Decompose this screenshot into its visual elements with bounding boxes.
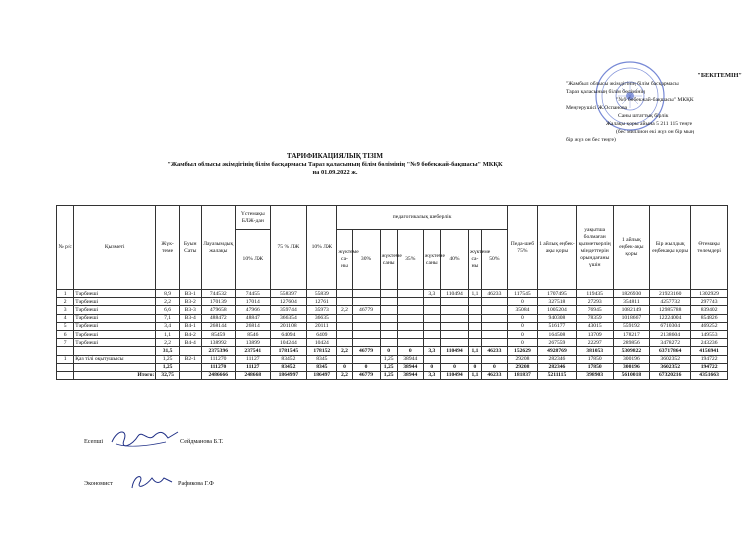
table-cell [468, 322, 481, 330]
table-cell: 8345 [307, 363, 337, 371]
table-cell: 0 [352, 363, 380, 371]
col-compensation: Өтемақы төлемдері [691, 206, 728, 290]
col-ped-30: 30% [352, 230, 380, 290]
table-cell: 5309822 [613, 347, 650, 355]
table-cell: 2,2 [337, 347, 352, 355]
table-cell: 8546 [236, 330, 271, 338]
table-cell: 83452 [270, 363, 307, 371]
table-cell: 1018667 [613, 314, 650, 322]
table-cell: 164508 [538, 330, 577, 338]
table-cell: 839402 [691, 306, 728, 314]
table-cell: 1,25 [380, 355, 397, 363]
table-cell: 12985788 [650, 306, 691, 314]
col-ped-step: Педа-шеб 75% [507, 206, 537, 290]
table-cell: В4-4 [179, 339, 201, 347]
table-cell [74, 363, 156, 371]
table-cell: 282346 [538, 363, 577, 371]
table-cell: 78359 [576, 314, 613, 322]
table-cell: 20111 [307, 322, 337, 330]
table-cell: 8345 [307, 355, 337, 363]
table-row [57, 330, 728, 338]
table-cell [468, 298, 481, 306]
table-cell [337, 290, 352, 298]
table-cell: 22297 [576, 339, 613, 347]
table-cell: Итого: [74, 371, 156, 379]
table-cell: 43015 [576, 322, 613, 330]
table-cell: 46779 [352, 371, 380, 379]
table-cell: 1826930 [613, 290, 650, 298]
table-cell: 38944 [397, 355, 423, 363]
table-cell: 46779 [352, 347, 380, 355]
table-cell: 282346 [538, 355, 577, 363]
table-cell [352, 330, 380, 338]
table-cell: 3,3 [423, 371, 440, 379]
table-cell: 13899 [236, 339, 271, 347]
table-cell: 3,3 [423, 347, 440, 355]
table-cell: 1,25 [156, 355, 180, 363]
col-monthly-fund: 1 айлық еңбек-ақы қоры [538, 206, 577, 290]
table-cell: 354811 [613, 298, 650, 306]
table-cell: 26814 [236, 322, 271, 330]
col-salary: Лауазымдық жалақы [201, 206, 236, 290]
approval-line: Жалақы қоры айына 5 211 115 теңге [606, 121, 693, 127]
accountant-name: Сейдманова Б.Т. [180, 438, 224, 445]
table-cell [337, 298, 352, 306]
table-cell [74, 347, 156, 355]
organization-name: "Жамбыл облысы әкімдігінің білім басқармасы Тараз қаласының білім бөлімінің "№9 бөбекжай-бақшасы" МКҚК [167, 161, 503, 168]
table-cell: В3-3 [179, 306, 201, 314]
table-cell [397, 330, 423, 338]
table-cell: 117545 [507, 290, 537, 298]
table-cell [440, 314, 468, 322]
table-cell: 0 [507, 298, 537, 306]
table-cell: 32,75 [156, 371, 180, 379]
table-cell: 267559 [538, 339, 577, 347]
table-cell [440, 306, 468, 314]
table-cell: 46233 [481, 371, 507, 379]
table-cell [337, 322, 352, 330]
table-cell: 0 [380, 347, 397, 355]
table-cell: 359744 [270, 306, 307, 314]
table-cell: В3-4 [179, 314, 201, 322]
tarification-table [56, 205, 728, 380]
approval-line: "Жамбыл облысы әкімдігінің білім басқармасы [566, 81, 679, 87]
table-cell: 110494 [440, 347, 468, 355]
table-cell: 55839 [307, 290, 337, 298]
table-cell: 0 [337, 363, 352, 371]
table-cell: 110494 [440, 290, 468, 298]
table-cell: 6409 [307, 330, 337, 338]
table-cell: 127604 [270, 298, 307, 306]
table-row [57, 306, 728, 314]
table-cell: 268144 [201, 322, 236, 330]
table-cell: 297743 [691, 298, 728, 306]
table-cell: 4156941 [691, 347, 728, 355]
table-cell: 10424 [307, 339, 337, 347]
approval-line: (бес миллион екі жүз он бір мың [616, 129, 694, 135]
table-cell: 31,5 [156, 347, 180, 355]
table-cell [397, 290, 423, 298]
table-cell [481, 314, 507, 322]
table-cell [481, 298, 507, 306]
table-cell: 178152 [307, 347, 337, 355]
table-cell: 67320216 [650, 371, 691, 379]
table-cell: 111270 [201, 363, 236, 371]
table-cell [179, 363, 201, 371]
table-cell: 3602352 [650, 355, 691, 363]
table-cell: 1707495 [538, 290, 577, 298]
table-cell [440, 298, 468, 306]
table-cell: В4-2 [179, 330, 201, 338]
table-cell: 0 [507, 339, 537, 347]
document-date: на 01.09.2022 ж. [312, 169, 358, 176]
col-position: Қызметі [74, 206, 156, 290]
table-cell: 744532 [201, 290, 236, 298]
table-cell [481, 322, 507, 330]
table-cell: 74455 [236, 290, 271, 298]
table-cell: 35973 [307, 306, 337, 314]
table-cell [397, 339, 423, 347]
table-cell [57, 347, 74, 355]
table-row [57, 298, 728, 306]
table-cell: Тәрбиеші [74, 298, 156, 306]
table-cell: 327518 [538, 298, 577, 306]
table-cell: 63717864 [650, 347, 691, 355]
table-cell: 366354 [270, 314, 307, 322]
table-cell [380, 339, 397, 347]
table-cell: 181837 [507, 371, 537, 379]
table-cell: 76945 [576, 306, 613, 314]
table-cell: 38944 [397, 363, 423, 371]
table-cell: 38944 [397, 371, 423, 379]
approval-line: бір жүз он бес теңге) [566, 137, 616, 143]
table-cell: 6710304 [650, 322, 691, 330]
col-ped-35: 35% [397, 230, 423, 290]
table-cell [440, 330, 468, 338]
table-cell [337, 339, 352, 347]
table-cell [481, 339, 507, 347]
table-cell [397, 298, 423, 306]
table-cell: 1781545 [270, 347, 307, 355]
table-cell: 3 [57, 306, 74, 314]
table-cell: 5610018 [613, 371, 650, 379]
approval-line: "№9 бөбекжай-бақшасы" МКҚК [616, 97, 694, 103]
col-ped-workload-3: жүктеме саны [423, 230, 440, 290]
economist-signature [128, 470, 174, 492]
table-cell [468, 330, 481, 338]
table-cell [57, 371, 74, 379]
approval-heading: "БЕКІТЕМІН" [697, 72, 742, 79]
table-cell [468, 355, 481, 363]
table-cell: 4 [57, 314, 74, 322]
table-cell: 201108 [270, 322, 307, 330]
table-cell [423, 322, 440, 330]
document-title: ТАРИФИКАЦИЯЛЫҚ ТІЗІМ [287, 152, 383, 160]
table-cell: 8,9 [156, 290, 180, 298]
approval-line: Саны штаттық бірлік [618, 113, 669, 119]
table-cell: 1864997 [270, 371, 307, 379]
economist-name: Рафикова Г.Ф [178, 480, 214, 487]
table-cell: 119435 [576, 290, 613, 298]
table-cell [352, 322, 380, 330]
table-cell [380, 306, 397, 314]
table-cell: 1,1 [468, 371, 481, 379]
table-cell [179, 371, 201, 379]
table-cell: 7,1 [156, 314, 180, 322]
table-cell: 4257732 [650, 298, 691, 306]
table-cell [423, 314, 440, 322]
table-cell: 3,3 [423, 290, 440, 298]
table-cell: 2375396 [201, 347, 236, 355]
table-cell: 1,1 [156, 330, 180, 338]
table-cell [397, 306, 423, 314]
table-cell: 64094 [270, 330, 307, 338]
table-cell: 12224004 [650, 314, 691, 322]
table-cell [440, 322, 468, 330]
table-cell: 1,25 [156, 363, 180, 371]
table-cell: 2138604 [650, 330, 691, 338]
table-cell: 2,2 [156, 298, 180, 306]
table-cell: Тәрбиеші [74, 306, 156, 314]
table-cell: 3602352 [650, 363, 691, 371]
table-cell: 35084 [507, 306, 537, 314]
table-row [57, 314, 728, 322]
col-monthly-fund-2: 1 айлық еңбек-ақы қоры [613, 206, 650, 290]
table-cell: 558397 [270, 290, 307, 298]
col-ped-50: 50% [481, 230, 507, 290]
table-cell: 47966 [236, 306, 271, 314]
accountant-signature [108, 426, 182, 450]
table-cell: 289856 [613, 339, 650, 347]
table-cell [352, 314, 380, 322]
table-cell: Қаз тілі оқытушысы [74, 355, 156, 363]
table-cell [481, 355, 507, 363]
col-pct10b: 10% ЛЖ [307, 206, 337, 290]
table-cell: В3-1 [179, 290, 201, 298]
table-cell [337, 330, 352, 338]
table-cell [423, 330, 440, 338]
col-ped-40: 40% [440, 230, 468, 290]
table-cell: 29208 [507, 363, 537, 371]
table-cell [423, 306, 440, 314]
table-cell [380, 322, 397, 330]
table-cell: 149553 [691, 330, 728, 338]
table-cell: 11127 [236, 355, 271, 363]
table-cell: 0 [397, 347, 423, 355]
table-cell: 104244 [270, 339, 307, 347]
table-cell: 13709 [576, 330, 613, 338]
table-cell [352, 339, 380, 347]
table-cell: 46779 [352, 306, 380, 314]
table-cell: Тәрбиеші [74, 290, 156, 298]
table-cell: 2,2 [156, 339, 180, 347]
table-cell: Тәрбиеші [74, 330, 156, 338]
table-cell: 2,2 [337, 371, 352, 379]
table-cell [423, 355, 440, 363]
table-cell: 194722 [691, 355, 728, 363]
table-cell [440, 339, 468, 347]
table-cell: 1302929 [691, 290, 728, 298]
table-row [57, 290, 728, 298]
table-cell: 3,4 [156, 322, 180, 330]
table-cell: 0 [481, 363, 507, 371]
table-cell: 194722 [691, 363, 728, 371]
table-cell [380, 298, 397, 306]
table-row [57, 371, 728, 379]
table-row [57, 355, 728, 363]
table-cell: 488472 [201, 314, 236, 322]
table-cell: 854826 [691, 314, 728, 322]
table-cell [337, 314, 352, 322]
table-cell: 5211115 [538, 371, 577, 379]
table-cell: 2,2 [337, 306, 352, 314]
table-cell: 248668 [236, 371, 271, 379]
table-cell [179, 347, 201, 355]
table-cell: 6,6 [156, 306, 180, 314]
col-ped-workload-4: жүктеме са-ны [468, 230, 481, 290]
table-body [57, 290, 728, 380]
table-cell [423, 339, 440, 347]
table-cell: 7 [57, 339, 74, 347]
table-row [57, 339, 728, 347]
table-cell [380, 330, 397, 338]
table-cell: 0 [423, 363, 440, 371]
table-cell [397, 322, 423, 330]
table-cell: 111270 [201, 355, 236, 363]
table-cell: 1,25 [380, 363, 397, 371]
table-cell [352, 355, 380, 363]
table-cell: 27293 [576, 298, 613, 306]
col-num: № р/с [57, 206, 74, 290]
table-cell [380, 314, 397, 322]
col-ped-workload-2: жүктеме саны [380, 230, 397, 290]
document-title-block [120, 152, 550, 177]
col-pct75: 75 % ЛЖ [270, 206, 307, 290]
table-cell [423, 298, 440, 306]
table-cell: 516177 [538, 322, 577, 330]
col-pct10: 10% ЛЖ [236, 230, 271, 290]
table-cell [352, 290, 380, 298]
table-cell: 29208 [507, 355, 537, 363]
table-cell: 1,1 [468, 347, 481, 355]
table-cell [397, 314, 423, 322]
table-cell [468, 306, 481, 314]
table-cell: 46233 [481, 290, 507, 298]
table-cell: 398903 [576, 371, 613, 379]
table-cell: 0 [468, 363, 481, 371]
table-cell: 0 [507, 314, 537, 322]
table-cell: 237541 [236, 347, 271, 355]
table-cell [481, 306, 507, 314]
table-cell: 170139 [201, 298, 236, 306]
table-cell: 178217 [613, 330, 650, 338]
table-cell [481, 330, 507, 338]
table-row [57, 322, 728, 330]
accountant-label: Есепші [84, 438, 104, 445]
table-cell: 243236 [691, 339, 728, 347]
table-cell: 559192 [613, 322, 650, 330]
table-cell [380, 290, 397, 298]
table-cell: 36635 [307, 314, 337, 322]
table-cell: 17850 [576, 355, 613, 363]
table-cell: 4351663 [691, 371, 728, 379]
table-cell: 186497 [307, 371, 337, 379]
table-cell [57, 363, 74, 371]
table-cell: 0 [507, 330, 537, 338]
table-cell: 4928769 [538, 347, 577, 355]
table-cell: 2486666 [201, 371, 236, 379]
table-cell: 5 [57, 322, 74, 330]
table-cell: 0 [507, 322, 537, 330]
table-cell: Тәрбиеші [74, 314, 156, 322]
economist-label: Экономист [84, 480, 113, 487]
table-cell: 3478272 [650, 339, 691, 347]
table-cell: Тәрбиеші [74, 339, 156, 347]
table-cell: 1082149 [613, 306, 650, 314]
col-ped-group: педагогикалық шеберлік [337, 206, 507, 230]
table-cell: 1,25 [380, 371, 397, 379]
table-cell: 381053 [576, 347, 613, 355]
approval-block [566, 72, 746, 144]
table-cell: 11127 [236, 363, 271, 371]
col-grade: Буын Саты [179, 206, 201, 290]
table-cell: 48847 [236, 314, 271, 322]
table-cell: 110494 [440, 371, 468, 379]
col-workload: Жүк-теме [156, 206, 180, 290]
table-cell: Тәрбиеші [74, 322, 156, 330]
col-allowance-group: Үстемақы БЛЖ-дан [236, 206, 271, 230]
table-cell: 12761 [307, 298, 337, 306]
table-cell: 21923160 [650, 290, 691, 298]
table-row [57, 363, 728, 371]
approval-line: Меңгерушісі Ж.Оспанова [566, 105, 628, 111]
col-yearly-fund: Бір жылдық еңбекақы қоры [650, 206, 691, 290]
table-cell: 940308 [538, 314, 577, 322]
table-cell [440, 355, 468, 363]
table-cell: В2-1 [179, 355, 201, 363]
table-cell: 17014 [236, 298, 271, 306]
table-cell: 1 [57, 355, 74, 363]
table-cell: 300196 [613, 355, 650, 363]
table-cell: В4-1 [179, 322, 201, 330]
table-cell [468, 314, 481, 322]
table-cell: 83452 [270, 355, 307, 363]
table-cell: 1,1 [468, 290, 481, 298]
table-cell: 1005204 [538, 306, 577, 314]
table-cell: 6 [57, 330, 74, 338]
table-cell: 152629 [507, 347, 537, 355]
table-cell: 17850 [576, 363, 613, 371]
table-cell: 2 [57, 298, 74, 306]
table-cell: 300196 [613, 363, 650, 371]
table-cell: 1 [57, 290, 74, 298]
table-cell: 479658 [201, 306, 236, 314]
table-cell: 138992 [201, 339, 236, 347]
table-cell [468, 339, 481, 347]
col-unpaid-duties: уақытша болмаған қызметкерлің міндеттерін орындағаны үшін [576, 206, 613, 290]
approval-line: Тараз қаласының білім бөлімінің [566, 89, 645, 95]
table-cell [337, 355, 352, 363]
table-cell: 469252 [691, 322, 728, 330]
col-ped-workload-1: жүктеме са-ны [337, 230, 352, 290]
table-cell: 46233 [481, 347, 507, 355]
table-cell: В3-2 [179, 298, 201, 306]
table-row [57, 347, 728, 355]
table-cell [352, 298, 380, 306]
table-cell: 85459 [201, 330, 236, 338]
table-cell: 0 [440, 363, 468, 371]
